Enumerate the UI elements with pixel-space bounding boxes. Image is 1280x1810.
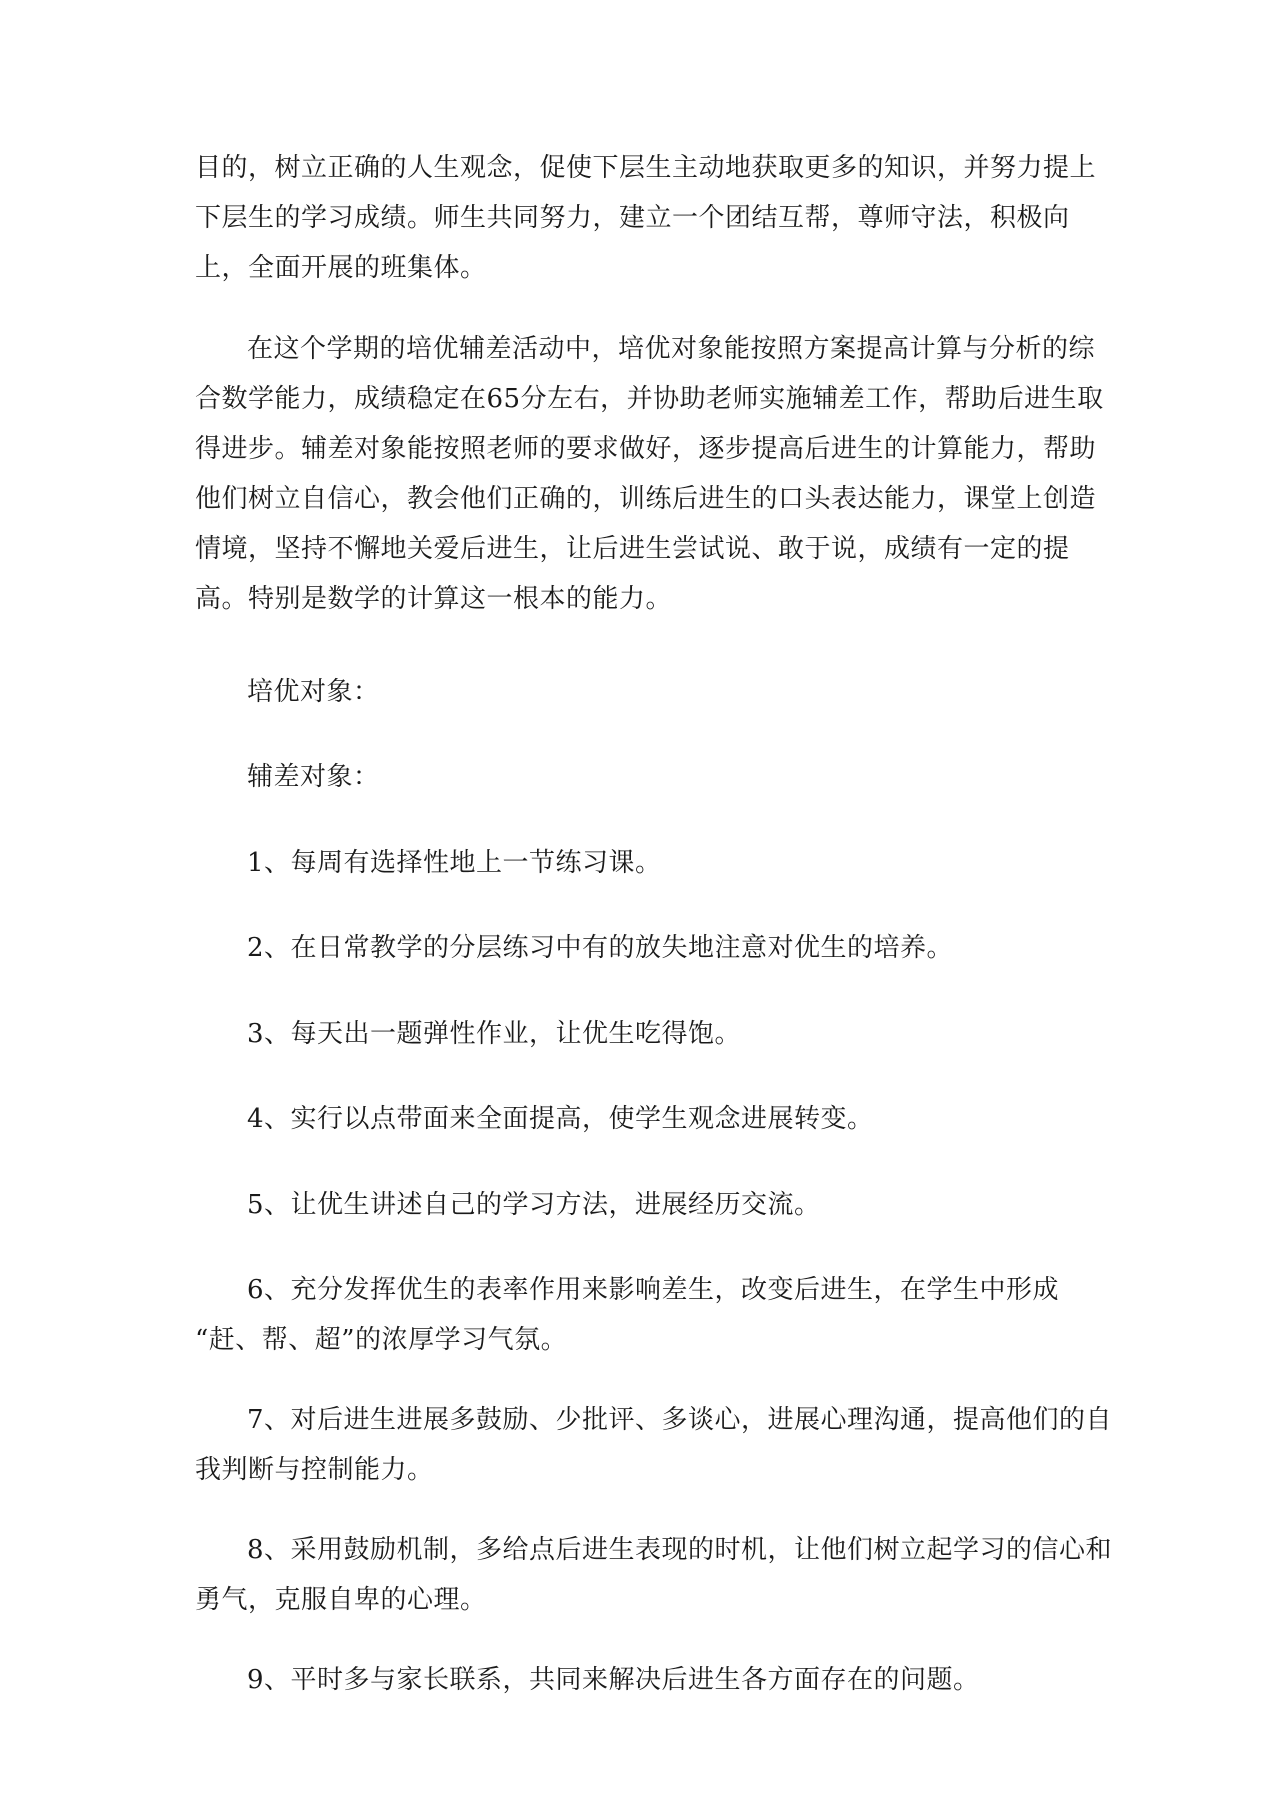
- measure-line: “赶、帮、超”的浓厚学习气氛。: [195, 1325, 568, 1355]
- measure-line: 5、让优生讲述自己的学习方法，进展经历交流。: [247, 1190, 821, 1220]
- measure-line: 9、平时多与家长联系，共同来解决后进生各方面存在的问题。: [247, 1665, 980, 1695]
- measure-item-3: [195, 1009, 1095, 1059]
- summary-line: 在这个学期的培优辅差活动中，培优对象能按照方案提高计算与分析的综: [247, 334, 1096, 364]
- summary-line: 他们树立自信心，教会他们正确的，训练后进生的口头表达能力，课堂上创造: [195, 484, 1097, 514]
- intro-paragraph: [195, 143, 1095, 293]
- measure-item-7: [195, 1395, 1113, 1495]
- intro-line: 下层生的学习成绩。师生共同努力，建立一个团结互帮，尊师守法，积极向: [195, 203, 1070, 233]
- summary-line: 高。特别是数学的计算这一根本的能力。: [195, 584, 673, 614]
- measure-item-6: [195, 1265, 1095, 1365]
- summary-line: 得进步。辅差对象能按照老师的要求做好，逐步提高后进生的计算能力，帮助: [195, 434, 1097, 464]
- summary-paragraph: [195, 324, 1104, 624]
- intro-line: 目的，树立正确的人生观念，促使下层生主动地获取更多的知识，并努力提上: [195, 153, 1097, 183]
- weak-students-label-text: 辅差对象：: [247, 762, 380, 792]
- intro-line: 上，全面开展的班集体。: [195, 253, 487, 283]
- measure-line: 3、每天出一题弹性作业，让优生吃得饱。: [247, 1019, 742, 1049]
- measure-line: 7、对后进生进展多鼓励、少批评、多谈心，进展心理沟通，提高他们的自: [247, 1405, 1113, 1435]
- measure-line: 8、采用鼓励机制，多给点后进生表现的时机，让他们树立起学习的信心和: [247, 1535, 1113, 1565]
- measure-line: 勇气，克服自卑的心理。: [195, 1585, 487, 1615]
- weak-students-label: [195, 752, 1095, 802]
- top-students-label: [195, 667, 1095, 717]
- measure-line: 6、充分发挥优生的表率作用来影响差生，改变后进生，在学生中形成: [247, 1275, 1060, 1305]
- measure-line: 2、在日常教学的分层练习中有的放失地注意对优生的培养。: [247, 933, 954, 963]
- measure-line: 我判断与控制能力。: [195, 1455, 434, 1485]
- measure-item-5: [195, 1180, 1095, 1230]
- measure-item-4: [195, 1094, 1095, 1144]
- measure-item-2: [195, 923, 1095, 973]
- measure-line: 4、实行以点带面来全面提高，使学生观念进展转变。: [247, 1104, 874, 1134]
- measure-item-9: [195, 1655, 1095, 1705]
- top-students-label-text: 培优对象：: [247, 677, 380, 707]
- measure-item-1: [195, 838, 1095, 888]
- measure-item-8: [195, 1525, 1113, 1625]
- summary-line: 情境，坚持不懈地关爱后进生，让后进生尝试说、敢于说，成绩有一定的提: [195, 534, 1070, 564]
- summary-line: 合数学能力，成绩稳定在65分左右，并协助老师实施辅差工作，帮助后进生取: [195, 384, 1104, 414]
- measure-line: 1、每周有选择性地上一节练习课。: [247, 848, 662, 878]
